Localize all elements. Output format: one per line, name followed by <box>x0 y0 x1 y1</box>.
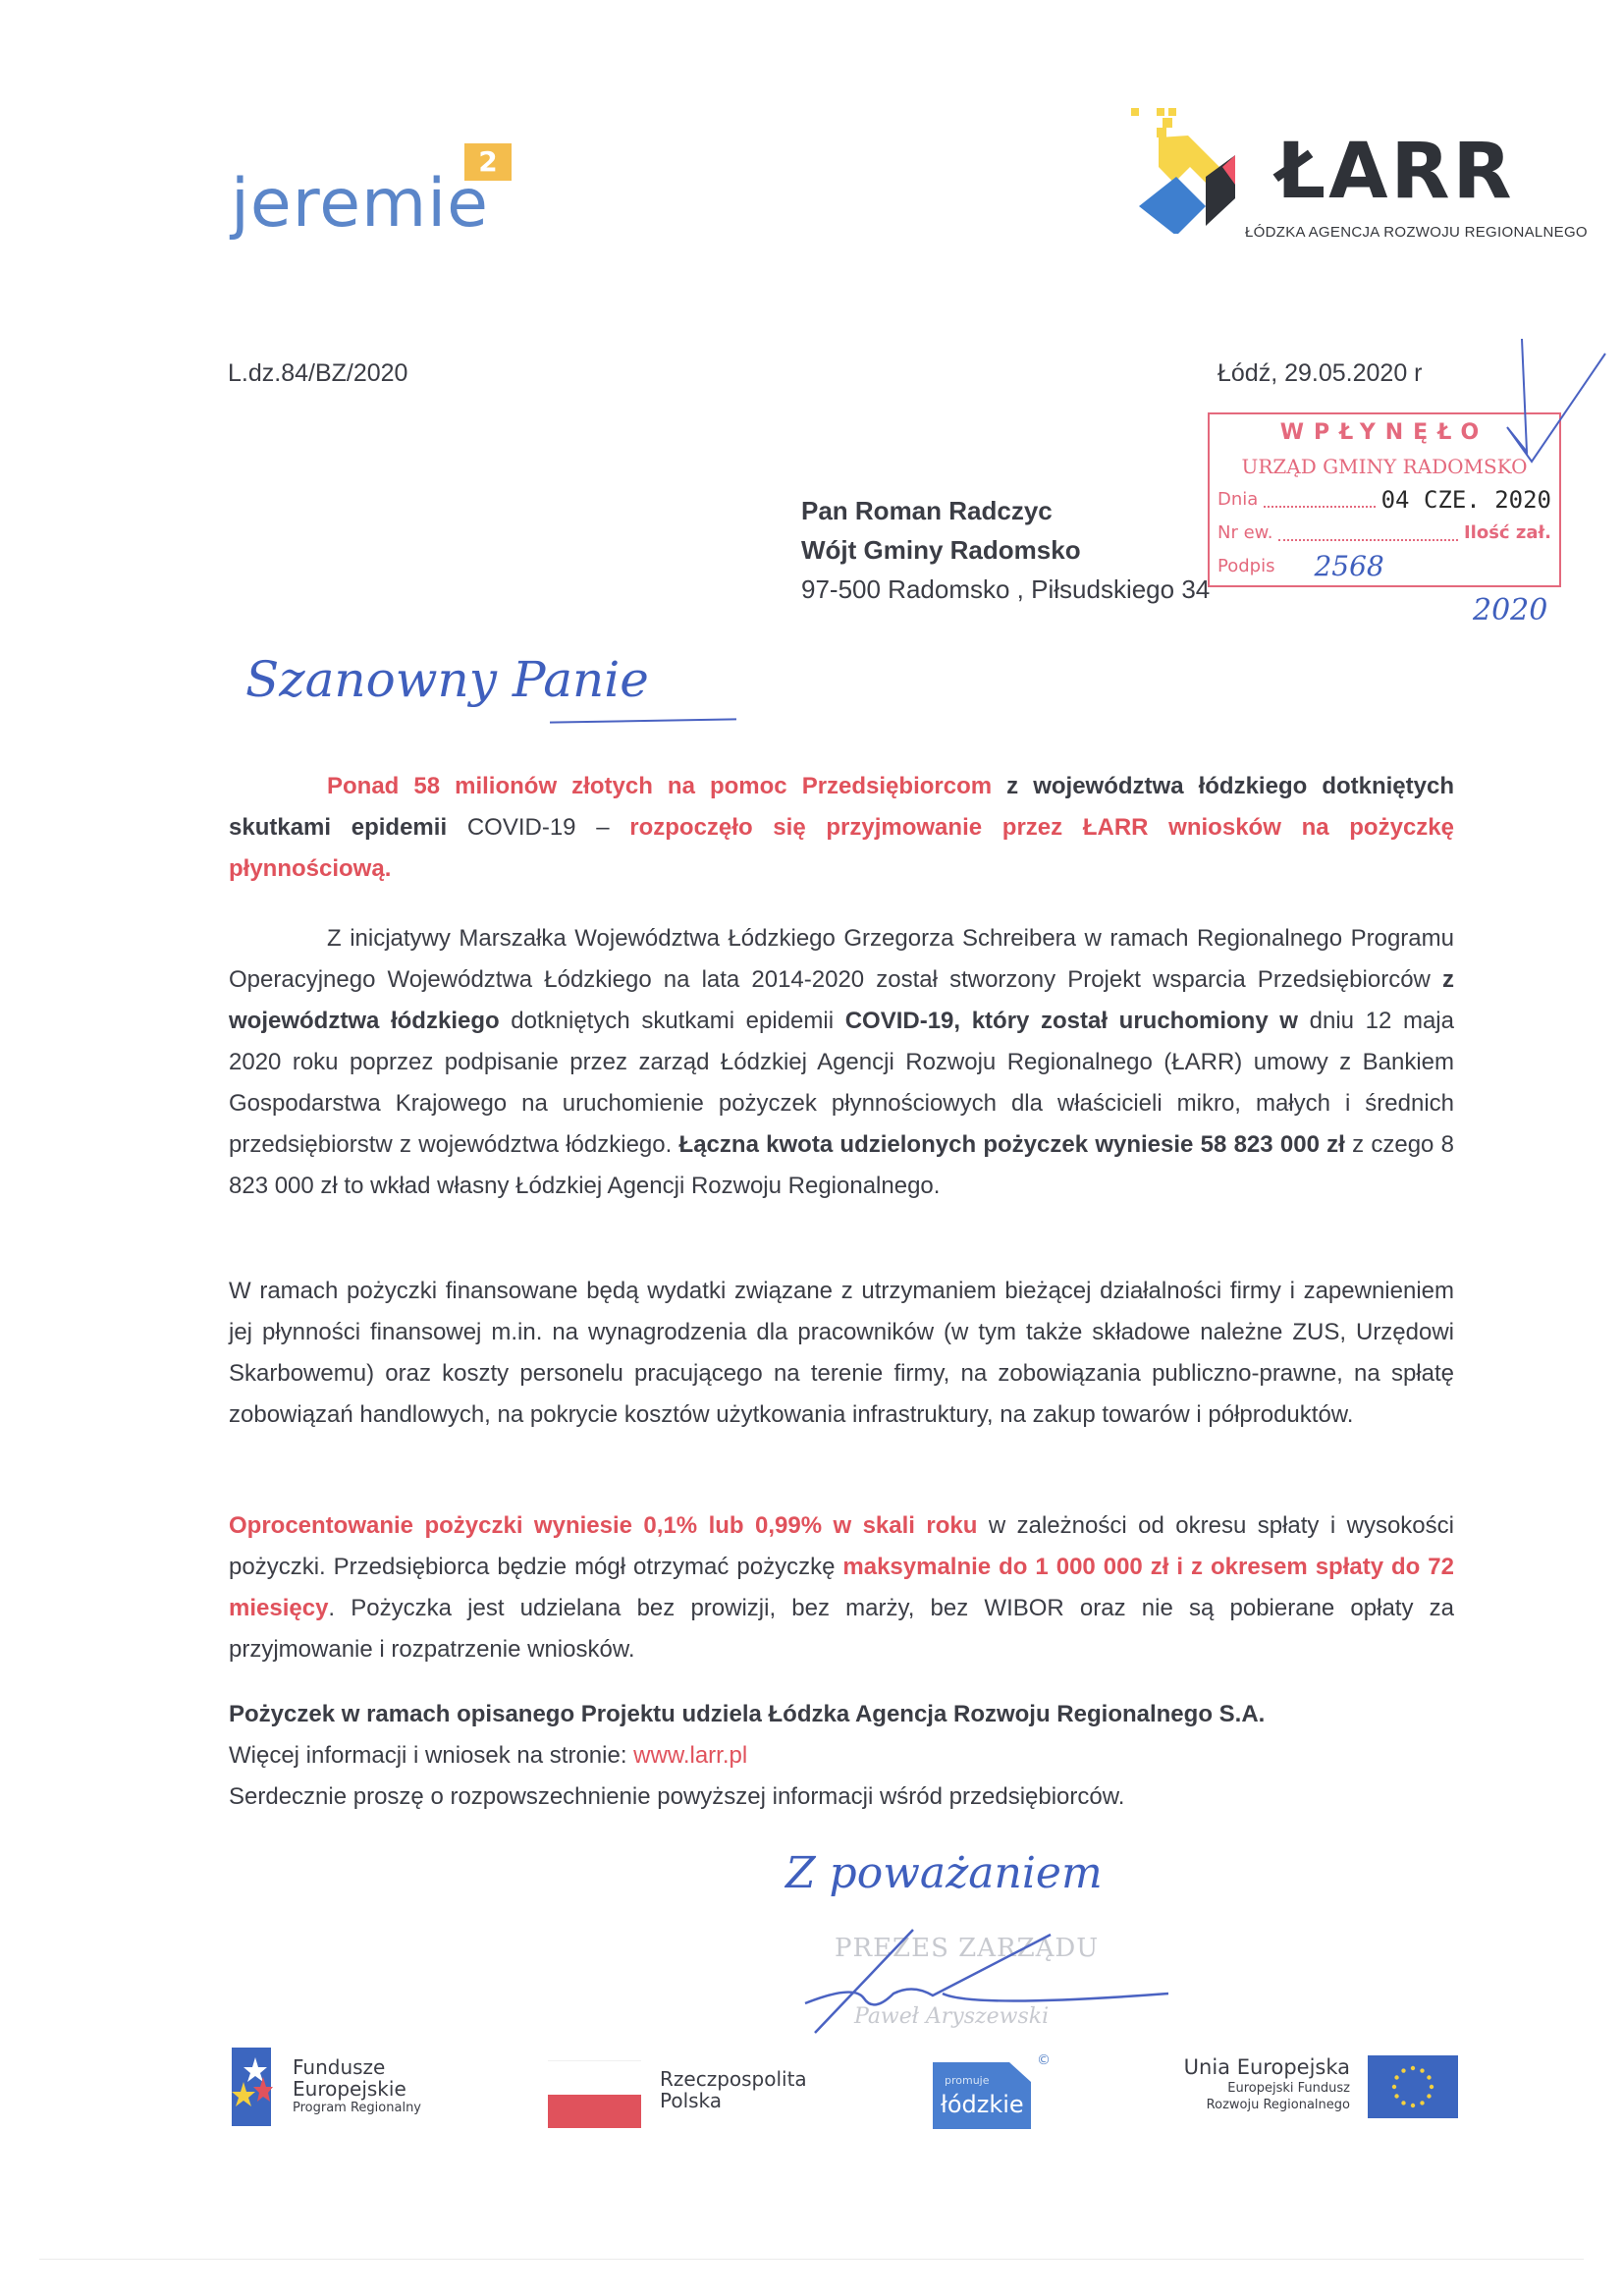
eu-star-icon <box>1430 2085 1434 2089</box>
fe-line1: Fundusze <box>293 2055 386 2079</box>
recipient-name: Pan Roman Radczyc <box>801 496 1053 525</box>
lodzkie-label: łódzkie <box>941 2091 1024 2118</box>
rp-line2: Polska <box>660 2089 723 2112</box>
handwritten-salutation: Szanowny Panie <box>245 651 649 708</box>
unia-europejska-label <box>1139 2054 1350 2113</box>
eu-star-icon <box>1420 2101 1424 2105</box>
highlight-max-loan: maksymalnie do 1 000 000 zł i z okresem spłaty do 72 miesięcy <box>229 1554 1455 1621</box>
bold-text: z województwa łódzkiego <box>229 966 1454 1034</box>
stamp-day-label: Dnia <box>1217 489 1259 510</box>
ue-line3: Rozwoju Regionalnego <box>1206 2098 1350 2112</box>
highlight-amount: Ponad 58 milionów złotych na pomoc Przedsiębiorcom <box>327 773 993 799</box>
eu-star-icon <box>1394 2075 1398 2079</box>
stamp-dotted-line <box>1264 506 1375 508</box>
larr-wordmark: ŁARR <box>1276 128 1515 216</box>
stamp-received: WPŁYNĘŁO <box>1279 420 1489 445</box>
stamp-date: 04 CZE. 2020 <box>1380 486 1551 514</box>
eu-star-icon <box>1411 2066 1415 2070</box>
stamp-handwritten-year: 2020 <box>1473 593 1548 628</box>
fe-line2: Europejskie <box>293 2077 406 2101</box>
closing-line-bold: Pożyczek w ramach opisanego Projektu udziela Łódzka Agencja Rozwoju Regionalnego S.A. <box>229 1701 1266 1727</box>
paragraph-text: . Pożyczka jest udzielana bez prowizji, bez marży, bez WIBOR oraz nie są pobierane opłaty za przyjmowanie i rozpatrzenie wniosków. <box>229 1595 1454 1663</box>
handwritten-check-mark-icon <box>1502 334 1610 481</box>
highlight-interest-rate: Oprocentowanie pożyczki wyniesie 0,1% lub 0,99% w skali roku <box>229 1512 978 1539</box>
stamp-handwritten-number: 2568 <box>1314 550 1384 582</box>
ue-line1: Unia Europejska <box>1183 2055 1350 2079</box>
larr-cube-icon <box>1129 106 1267 234</box>
page-bottom-line <box>39 2259 1584 2260</box>
bold-total-amount: Łączna kwota udzielonych pożyczek wyniesie 58 823 000 zł <box>678 1131 1345 1158</box>
highlight-applications: rozpoczęło się przyjmowanie przez ŁARR wniosków na pożyczkę płynnościową. <box>229 814 1454 882</box>
eu-star-icon <box>1427 2094 1431 2098</box>
paragraph-text: dotkniętych skutkami epidemii <box>499 1008 845 1034</box>
stamp-count-label: Ilość zał. <box>1463 522 1551 543</box>
paragraph-closing <box>229 1694 1454 1818</box>
rzeczpospolita-label <box>660 2068 807 2111</box>
polish-flag-icon <box>548 2060 641 2127</box>
recipient-title: Wójt Gminy Radomsko <box>801 535 1081 565</box>
handwritten-signature-icon <box>795 1925 1168 2043</box>
eu-star-icon <box>1401 2068 1405 2072</box>
stamp-sign-row <box>1217 550 1551 583</box>
ue-line2: Europejski Fundusz <box>1227 2081 1350 2096</box>
bold-text: COVID-19, który został uruchomiony w <box>844 1008 1298 1034</box>
paragraph-interest <box>229 1505 1454 1670</box>
stamp-day-row <box>1217 483 1551 517</box>
jeremie-logo <box>226 137 520 255</box>
copyright-mark: © <box>1037 2052 1051 2068</box>
stamp-reg-label: Nr ew. <box>1217 522 1273 543</box>
jeremie-badge: 2 <box>464 143 512 181</box>
recipient-block <box>801 491 1210 609</box>
paragraph-text: dniu 12 maja 2020 roku poprzez podpisanie przez zarząd Łódzkiej Agencji Rozwoju Regionalnego (ŁARR) umowy z Bankiem Gospodarstwa Krajowego na uruchomienie pożyczek płynnościowych dla właścicieli mikro, małych i średnich przedsiębiorstw z województwa łódzkiego. <box>229 1008 1454 1158</box>
handwritten-closing: Z poważaniem <box>785 1848 1103 1898</box>
recipient-address: 97-500 Radomsko , Piłsudskiego 34 <box>801 574 1211 604</box>
fundusze-europejskie-icon <box>228 2048 277 2126</box>
paragraph-initiative <box>229 918 1454 1207</box>
paragraph-text: z czego 8 823 000 zł to wkład własny Łódzkiej Agencji Rozwoju Regionalnego. <box>229 1131 1454 1199</box>
salutation-underline <box>550 718 736 723</box>
signature-stamp-title: PREZES ZARZĄDU <box>835 1934 1100 1963</box>
place-date: Łódź, 29.05.2020 r <box>1217 359 1423 387</box>
stamp-dotted-line <box>1278 539 1458 541</box>
eu-star-icon <box>1427 2075 1431 2079</box>
request-line: Serdecznie proszę o rozpowszechnienie powyższej informacji wśród przedsiębiorców. <box>229 1783 1125 1810</box>
fe-line3: Program Regionalny <box>293 2101 421 2115</box>
website-link[interactable]: www.larr.pl <box>633 1742 748 1769</box>
eu-star-icon <box>1411 2104 1415 2107</box>
eu-star-icon <box>1394 2094 1398 2098</box>
stamp-office: URZĄD GMINY RADOMSKO <box>1241 455 1528 478</box>
fundusze-europejskie-label <box>293 2056 421 2117</box>
paragraph-text: z województwa łódzkiego dotkniętych skutkami epidemii <box>229 773 1454 841</box>
rp-line1: Rzeczpospolita <box>660 2067 807 2091</box>
promuje-label: promuje <box>945 2074 990 2087</box>
paragraph-text: COVID-19 – <box>466 814 630 841</box>
eu-flag-icon <box>1368 2055 1458 2118</box>
more-info-text: Więcej informacji i wniosek na stronie: <box>229 1742 634 1769</box>
paragraph-text: w zależności od okresu spłaty i wysokości pożyczki. Przedsiębiorca będzie mógł otrzymać pożyczkę <box>229 1512 1454 1580</box>
eu-star-icon <box>1401 2101 1405 2105</box>
paragraph-headline <box>229 766 1454 890</box>
paragraph-expenses: W ramach pożyczki finansowane będą wydatki związane z utrzymaniem bieżącej działalności firmy i zapewnieniem jej płynności finansowej m.in. na wynagrodzenia dla pracowników (w tym także składowe należne ZUS, Urzędowi Skarbowemu) oraz koszty personelu pracującego na terenie firmy, na zobowiązania publiczno-prawne, na spłatę zobowiązań handlowych, na pokrycie kosztów użytkowania infrastruktury, na zakup towarów i półproduktów. <box>229 1278 1454 1428</box>
paragraph-text: Z inicjatywy Marszałka Województwa Łódzkiego Grzegorza Schreibera w ramach Regionalnego Programu Operacyjnego Województwa Łódzkiego na lata 2014-2020 został stworzony Projekt wsparcia Przedsiębiorców <box>229 925 1454 993</box>
larr-subtitle: ŁÓDZKA AGENCJA ROZWOJU REGIONALNEGO <box>1245 224 1588 241</box>
eu-star-icon <box>1392 2085 1396 2089</box>
larr-logo <box>1129 106 1588 253</box>
reference-number: L.dz.84/BZ/2020 <box>228 359 408 387</box>
eu-star-icon <box>1420 2068 1424 2072</box>
jeremie-wordmark: jeremie <box>231 165 489 243</box>
signature-stamp-name: Paweł Aryszewski <box>854 2004 1050 2029</box>
stamp-reg-row <box>1217 517 1551 550</box>
stamp-sign-label: Podpis <box>1217 556 1275 576</box>
